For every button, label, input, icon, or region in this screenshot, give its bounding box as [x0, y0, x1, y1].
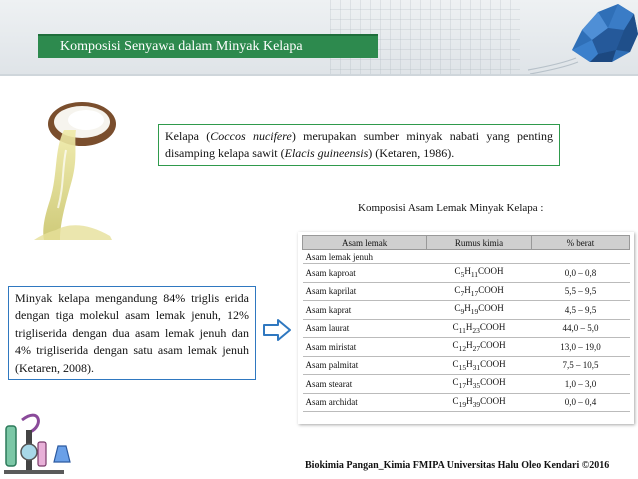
fatty-acid-name: Asam kaproat	[303, 264, 427, 283]
formula-symbol: C	[452, 377, 459, 388]
formula-symbol: H	[466, 395, 473, 406]
slide-title: Komposisi Senyawa dalam Minyak Kelapa	[38, 34, 378, 58]
fatty-acid-table-grid	[302, 235, 630, 412]
chemical-formula	[427, 393, 532, 412]
table-row	[303, 375, 630, 394]
formula-subscript: 31	[472, 362, 481, 372]
formula-symbol: C	[454, 303, 461, 314]
weight-percent: 0,0 – 0,4	[531, 393, 629, 412]
table-row	[303, 393, 630, 412]
formula-symbol: COOH	[480, 358, 506, 369]
formula-symbol: COOH	[480, 340, 506, 351]
triglyceride-text-box: Minyak kelapa mengandung 84% triglis erida dengan tiga molekul asam lemak jenuh, 12% trigliserida dengan dua asam lemak jenuh dan 4% trigliserida dengan satu asam lemak jenuh (Ketaren, 2008).	[8, 286, 256, 380]
weight-percent: 1,0 – 3,0	[531, 375, 629, 394]
formula-subscript: 11	[458, 325, 466, 335]
formula-subscript: 19	[458, 399, 467, 409]
intro-part1: Kelapa (	[165, 129, 211, 143]
table-row	[303, 301, 630, 320]
formula-symbol: H	[465, 321, 473, 332]
weight-percent: 4,5 – 9,5	[531, 301, 629, 320]
right-arrow-icon	[262, 318, 292, 342]
intro-part2: ) merupakan sumber minyak nabati yang penting disamping kelapa sawit (	[165, 129, 553, 160]
formula-symbol: COOH	[479, 321, 506, 332]
formula-symbol: COOH	[480, 377, 506, 388]
fatty-acid-name: Asam laurat	[303, 319, 427, 338]
formula-subscript: 27	[472, 344, 481, 354]
intro-latin-palm: Elacis guineensis	[284, 146, 369, 160]
formula-symbol: COOH	[478, 303, 504, 314]
fatty-acid-table	[298, 232, 634, 424]
formula-symbol: H	[466, 340, 473, 351]
fatty-acid-name: Asam kaprilat	[303, 282, 427, 301]
table-row	[303, 356, 630, 375]
formula-symbol: C	[452, 358, 459, 369]
header-fatty-acid: Asam lemak	[303, 236, 427, 250]
formula-symbol: H	[464, 303, 471, 314]
header-formula: Rumus kimia	[427, 236, 532, 250]
fatty-acid-name: Asam kaprat	[303, 301, 427, 320]
lab-equipment-icon	[0, 396, 78, 479]
weight-percent: 7,5 – 10,5	[531, 356, 629, 375]
formula-subscript: 39	[472, 399, 481, 409]
chemical-formula	[427, 356, 532, 375]
formula-symbol: H	[466, 377, 473, 388]
weight-percent: 5,5 – 9,5	[531, 282, 629, 301]
chemical-formula	[427, 282, 532, 301]
coconut-oil-icon	[20, 90, 148, 240]
formula-subscript: 9	[460, 307, 465, 317]
crumpled-paper-bulb-icon	[520, 0, 638, 74]
formula-symbol: H	[464, 266, 471, 277]
table-caption: Komposisi Asam Lemak Minyak Kelapa :	[358, 202, 544, 214]
formula-subscript: 15	[458, 362, 467, 372]
header-weight: % berat	[531, 236, 629, 250]
formula-symbol: COOH	[478, 266, 504, 277]
header-divider	[0, 74, 638, 76]
table-row	[303, 319, 630, 338]
formula-symbol: H	[464, 284, 471, 295]
formula-subscript: 7	[460, 288, 465, 298]
formula-subscript: 19	[470, 307, 479, 317]
formula-symbol: C	[454, 284, 461, 295]
formula-subscript: 17	[470, 288, 479, 298]
intro-text-box	[158, 124, 560, 166]
chemical-formula	[427, 375, 532, 394]
group-label: Asam lemak jenuh	[303, 250, 427, 264]
formula-subscript: 12	[458, 344, 467, 354]
intro-latin-coconut: Coccos nucifere	[210, 129, 292, 143]
fatty-acid-name: Asam archidat	[303, 393, 427, 412]
fatty-acid-name: Asam miristat	[303, 338, 427, 357]
fatty-acid-name: Asam stearat	[303, 375, 427, 394]
formula-subscript: 35	[472, 381, 481, 391]
table-header-row	[303, 236, 630, 250]
weight-percent: 0,0 – 0,8	[531, 264, 629, 283]
formula-symbol: H	[466, 358, 473, 369]
intro-part3: ) (Ketaren, 1986).	[368, 146, 455, 160]
formula-symbol: C	[452, 340, 459, 351]
formula-symbol: COOH	[478, 284, 504, 295]
table-row	[303, 338, 630, 357]
table-row	[303, 264, 630, 283]
formula-symbol: C	[452, 395, 459, 406]
table-group-row	[303, 250, 630, 264]
formula-symbol: COOH	[480, 395, 506, 406]
chemical-formula	[427, 301, 532, 320]
formula-symbol: C	[452, 321, 459, 332]
chemical-formula	[427, 264, 532, 283]
formula-subscript: 17	[458, 381, 467, 391]
formula-subscript: 5	[460, 270, 465, 280]
weight-percent: 44,0 – 5,0	[531, 319, 629, 338]
formula-subscript: 11	[470, 270, 479, 280]
footer-credit: Biokimia Pangan_Kimia FMIPA Universitas Halu Oleo Kendari ©2016	[305, 460, 610, 471]
table-row	[303, 282, 630, 301]
formula-symbol: C	[454, 266, 461, 277]
formula-subscript: 23	[472, 325, 480, 335]
fatty-acid-name: Asam palmitat	[303, 356, 427, 375]
chemical-formula	[427, 319, 532, 338]
chemical-formula	[427, 338, 532, 357]
weight-percent: 13,0 – 19,0	[531, 338, 629, 357]
